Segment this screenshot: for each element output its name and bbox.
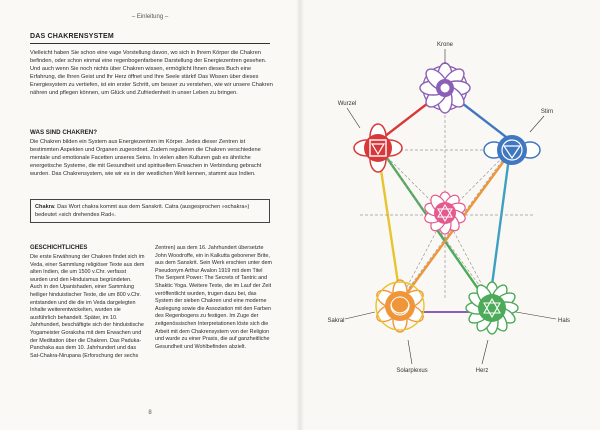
- label-solar-plexus: Solarplexus: [396, 368, 428, 374]
- sacral-chakra: [374, 280, 426, 332]
- center-lotus-icon: [423, 192, 467, 234]
- what-paragraph: Die Chakren bilden ein System aus Energiezentren im Körper. Jedes dieser Zentren ist bestimmten Aspekten und Organen zugeordnet. Zudem regulieren die Chakren verschiedene mentale und emotionale Facetten unseres Seins. In vielen alten Kulturen gab es ähnliche energetische Systeme, die mit Gesundheit und spirituellem Erwachen in Verbindung gebracht wurden. Das Chakrensystem, wie wir es in der westlichen Welt kennen, stammt aus Indien.: [30, 139, 262, 177]
- history-column-1: Die erste Erwähnung der Chakren findet sich im Veda, einer Sammlung religiöser Texte aus dem alten Indien, die um 1500 v.Chr. verfasst wurden und den Hinduismus begründeten. Auch in den Upanishaden, einer Sammlung heiliger hinduistischer Texte, die um 800 v.Chr. entstanden und die die im Veda dargelegten Inhalte weiterentwickelten, wurden sie ausführlich behandelt. Später, im 10. Jahrhundert, beschäftigte sich der hinduistische Yogameister Goraksha mit dem Erwachen und der Meditation über die Chakren. Das Paduka-Panchaka aus dem 10. Jahrhundert und das Sat-Chakra-Nirupana (Erforschung der sechs: [30, 254, 145, 359]
- chakra-diagram: [300, 0, 600, 430]
- third-eye-chakra: [484, 135, 540, 165]
- label-sacral: Sakral: [327, 318, 345, 324]
- page-number: 8: [148, 410, 152, 416]
- intro-paragraph: Vielleicht haben Sie schon eine vage Vorstellung davon, wo sich in Ihrem Körper die Chakren befinden, oder schon einmal eine regenbogenfarbene Darstellung der Energiezentren gesehen. Und auch wenn Sie noch nichts über Chakren wissen, ermöglicht Ihnen dieses Buch eine Erfahrung, die Ihren Geist und Ihr Herz öffnet und Ihre Seele stärkt! Das Wissen über dieses Energiesystem zu vertiefen, ist ein erster Schritt, um besser zu verstehen, wie wir unsere Chakren nähren und pflegen können, um Glück und Zufriedenheit in unser Leben zu bringen.: [30, 50, 273, 96]
- history-column-2: Zentren) aus dem 16. Jahrhundert übersetzte John Woodroffe, ein in Kalkutta geborener Brite, aus dem Sanskrit. Sein Werk erschien unter dem Pseudonym Arthur Avalon 1919 mit dem Titel The Serpent Power: The Secrets of Tantric and Shaktic Yoga. Weitere Texte, die im Lauf der Zeit veröffentlicht wurden, trugen dazu bei, das System der sieben Chakren und eine moderne Auslegung sowie die Assoziation mit den Farben des Regenbogens zu festigen. Im Zuge der zeitgenössischen Interpretationen löste sich die Arbeit mit dem Chakrensystem von der Religion und wurde zu einer Praxis, die auf ganzheitliche Gesundheit und Wohlbefinden abzielt.: [155, 245, 273, 350]
- definition-box: [30, 199, 270, 223]
- definition-term: Chakra: [35, 204, 54, 210]
- section-title: DAS CHAKRENSYSTEM: [30, 33, 114, 40]
- throat-chakra: [466, 282, 518, 334]
- third-eye-lotus-icon: [484, 135, 540, 165]
- what-title: WAS SIND CHAKREN?: [30, 129, 98, 136]
- label-root: Wurzel: [337, 101, 357, 107]
- history-title: GESCHICHTLICHES: [30, 245, 88, 251]
- label-crown: Krone: [436, 42, 454, 48]
- title-rule: [30, 43, 270, 44]
- label-heart: Herz: [475, 368, 489, 374]
- throat-lotus-icon: [466, 282, 518, 334]
- label-throat: Hals: [557, 318, 571, 324]
- definition-text: : Das Wort chakra kommt aus dem Sanskrit. Catra (ausgesprochen »schakra«) bedeutet »sich drehendes Rad«.: [35, 204, 250, 218]
- crown-chakra: [420, 63, 470, 113]
- label-third-eye: Stirn: [540, 109, 554, 115]
- running-head: – Einleitung –: [131, 14, 169, 20]
- sacral-lotus-icon: [374, 280, 426, 332]
- crown-lotus-icon: [420, 63, 470, 113]
- heart-center-chakra: [423, 192, 467, 234]
- line-third-throat: [490, 150, 510, 300]
